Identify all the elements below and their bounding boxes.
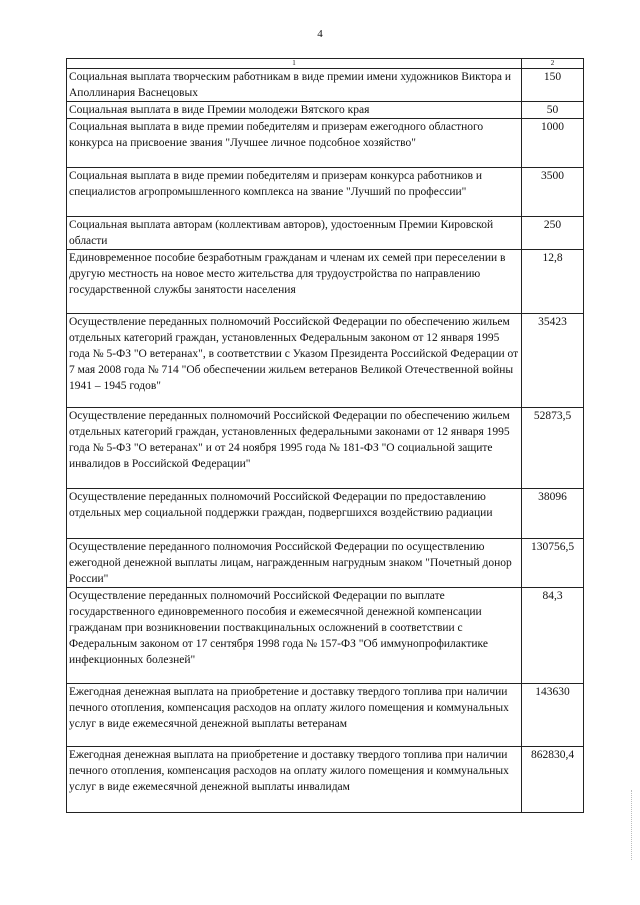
table-row <box>67 102 584 119</box>
table-row <box>67 408 584 489</box>
row-amount: 35423 <box>522 314 584 408</box>
table-row <box>67 588 584 684</box>
expenditure-table <box>66 58 584 813</box>
row-description: Социальная выплата в виде премии победителям и призерам конкурса работников и специалистов агропромышленного комплекса на звание "Лучший по профессии" <box>67 168 522 217</box>
table-row <box>67 119 584 168</box>
table-row <box>67 314 584 408</box>
row-amount: 150 <box>522 69 584 102</box>
row-description: Социальная выплата в виде премии победителям и призерам ежегодного областного конкурса на присвоение звания "Лучшее личное подсобное хозяйство" <box>67 119 522 168</box>
table-row <box>67 684 584 747</box>
row-description: Единовременное пособие безработным гражданам и членам их семей при переселении в другую местность на новое место жительства для трудоустройства по направлению государственной службы занятости населения <box>67 250 522 314</box>
table-row <box>67 168 584 217</box>
row-description: Осуществление переданных полномочий Российской Федерации по выплате государственного единовременного пособия и ежемесячной денежной компенсации гражданам при возникновении поствакцинальных осложнений в соответствии с Федеральным законом от 17 сентября 1998 года № 157-ФЗ "Об иммунопрофилактике инфекционных болезней" <box>67 588 522 684</box>
row-description: Осуществление переданного полномочия Российской Федерации по осуществлению ежегодной денежной выплаты лицам, награжденным нагрудным знаком "Почетный донор России" <box>67 539 522 588</box>
row-description: Социальная выплата авторам (коллективам авторов), удостоенным Премии Кировской области <box>67 217 522 250</box>
row-description: Ежегодная денежная выплата на приобретение и доставку твердого топлива при наличии печного отопления, компенсация расходов на оплату жилого помещения и коммунальных услуг в виде ежемесячной денежной выплаты ветеранам <box>67 684 522 747</box>
table-row <box>67 250 584 314</box>
row-amount: 38096 <box>522 489 584 539</box>
row-amount: 3500 <box>522 168 584 217</box>
row-description: Осуществление переданных полномочий Российской Федерации по обеспечению жильем отдельных категорий граждан, установленных федеральными законами от 12 января 1995 года № 5-ФЗ "О ветеранах" и от 24 ноября 1995 года № 181-ФЗ "О социальной защите инвалидов в Российской Федерации" <box>67 408 522 489</box>
page-number: 4 <box>317 28 323 40</box>
row-description: Социальная выплата в виде Премии молодежи Вятского края <box>67 102 522 119</box>
row-amount: 12,8 <box>522 250 584 314</box>
table-row <box>67 217 584 250</box>
header-col-2: 2 <box>522 59 584 69</box>
row-amount: 143630 <box>522 684 584 747</box>
table-header-row <box>67 59 584 69</box>
row-amount: 84,3 <box>522 588 584 684</box>
row-description: Осуществление переданных полномочий Российской Федерации по обеспечению жильем отдельных категорий граждан, установленных Федеральным законом от 12 января 1995 года № 5-ФЗ "О ветеранах", в соответствии с Указом Президента Российской Федерации от 7 мая 2008 года № 714 "Об обеспечении жильем ветеранов Великой Отечественной войны 1941 – 1945 годов" <box>67 314 522 408</box>
table-row <box>67 69 584 102</box>
table-row <box>67 489 584 539</box>
scan-artifact <box>631 790 634 860</box>
header-col-1: 1 <box>67 59 522 69</box>
row-description: Социальная выплата творческим работникам в виде премии имени художников Виктора и Аполлинария Васнецовых <box>67 69 522 102</box>
row-amount: 1000 <box>522 119 584 168</box>
row-description: Осуществление переданных полномочий Российской Федерации по предоставлению отдельных мер социальной поддержки граждан, подвергшихся воздействию радиации <box>67 489 522 539</box>
row-amount: 50 <box>522 102 584 119</box>
row-amount: 862830,4 <box>522 747 584 813</box>
table-row <box>67 539 584 588</box>
row-amount: 250 <box>522 217 584 250</box>
table-row <box>67 747 584 813</box>
row-amount: 130756,5 <box>522 539 584 588</box>
row-amount: 52873,5 <box>522 408 584 489</box>
row-description: Ежегодная денежная выплата на приобретение и доставку твердого топлива при наличии печного отопления, компенсация расходов на оплату жилого помещения и коммунальных услуг в виде ежемесячной денежной выплаты инвалидам <box>67 747 522 813</box>
